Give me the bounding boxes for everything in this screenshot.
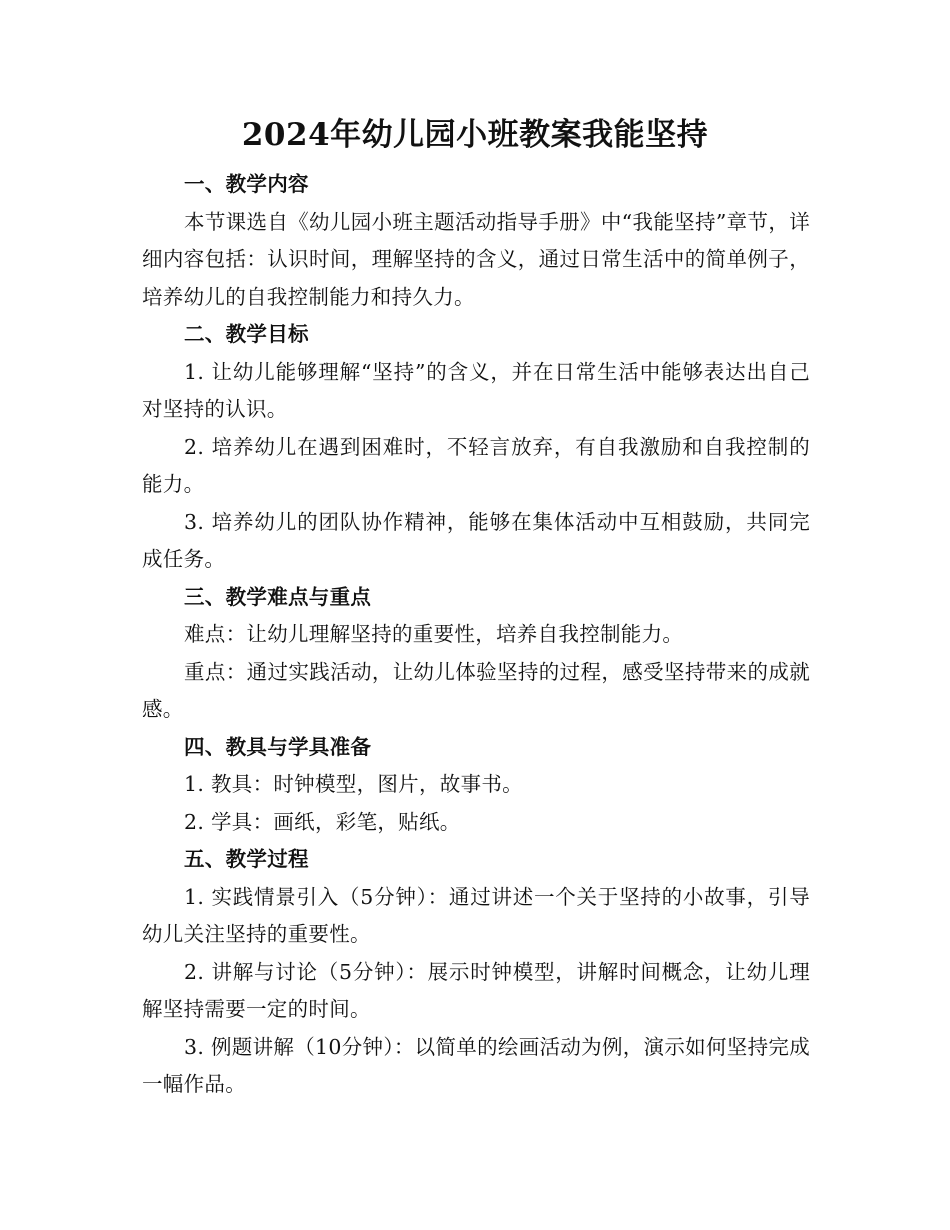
section-heading-objectives: 二、教学目标 bbox=[184, 322, 309, 346]
process-step-3: 3. 例题讲解（10分钟）：以简单的绘画活动为例，演示如何坚持完成一幅作品。 bbox=[142, 1034, 810, 1096]
document-title: 2024年幼儿园小班教案我能坚持 bbox=[241, 117, 709, 153]
section-heading-content: 一、教学内容 bbox=[184, 172, 309, 196]
materials-item-1: 1. 教具：时钟模型，图片，故事书。 bbox=[184, 772, 523, 796]
section-heading-materials: 四、教具与学具准备 bbox=[184, 734, 372, 759]
paragraph-content: 本节课选自《幼儿园小班主题活动指导手册》中“我能坚持”章节，详细内容包括：认识时间，理解坚持的含义，通过日常生活中的简单例子，培养幼儿的自我控制能力和持久力。 bbox=[142, 209, 810, 309]
section-heading-process: 五、教学过程 bbox=[184, 847, 309, 871]
paragraph-difficulty: 难点：让幼儿理解坚持的重要性，培养自我控制能力。 bbox=[184, 622, 684, 646]
paragraph-focus: 重点：通过实践活动，让幼儿体验坚持的过程，感受坚持带来的成就感。 bbox=[142, 659, 810, 721]
process-step-1: 1. 实践情景引入（5分钟）：通过讲述一个关于坚持的小故事，引导幼儿关注坚持的重要性。 bbox=[142, 884, 810, 946]
section-heading-key-points: 三、教学难点与重点 bbox=[184, 584, 372, 609]
process-step-2: 2. 讲解与讨论（5分钟）：展示时钟模型，讲解时间概念，让幼儿理解坚持需要一定的时间。 bbox=[142, 959, 810, 1021]
objective-item-1: 1. 让幼儿能够理解“坚持”的含义，并在日常生活中能够表达出自己对坚持的认识。 bbox=[142, 359, 810, 421]
document-body bbox=[142, 166, 810, 1104]
objective-item-3: 3. 培养幼儿的团队协作精神，能够在集体活动中互相鼓励，共同完成任务。 bbox=[142, 509, 810, 571]
objective-item-2: 2. 培养幼儿在遇到困难时，不轻言放弃，有自我激励和自我控制的能力。 bbox=[142, 434, 810, 496]
materials-item-2: 2. 学具：画纸，彩笔，贴纸。 bbox=[184, 809, 461, 834]
